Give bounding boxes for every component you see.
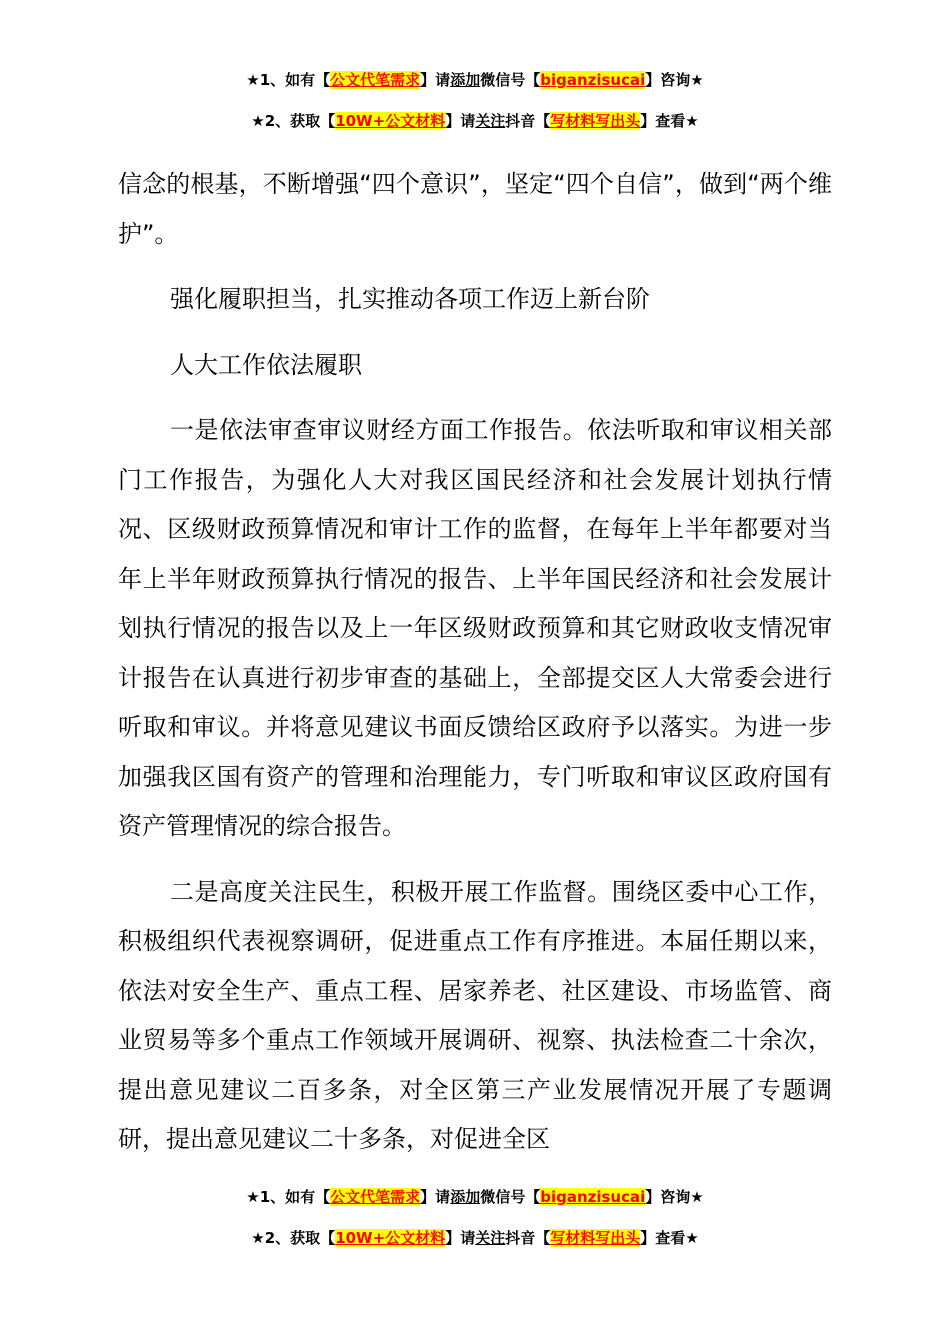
paragraph-livelihood-supervision: 二是高度关注民生，积极开展工作监督。围绕区委中心工作，积极组织代表视察调研，促进重点工作有序推进。本届任期以来，依法对安全生产、重点工程、居家养老、社区建设、市场监管、商业贸易等多个重点工作领域开展调研、视察、执法检查二十余次，提出意见建议二百多条，对全区第三产业发展情况开展了专题调研，提出意见建议二十多条，对促进全区 — [118, 877, 832, 1153]
banner-text: ★1、如有【 — [246, 1188, 331, 1206]
banner-text: ★1、如有【 — [246, 71, 331, 89]
banner-highlight-douyin-id: 写材料写出头 — [550, 112, 641, 130]
banner-highlight-wechat-id: biganzisucai — [540, 1188, 646, 1206]
subsection-heading: 人大工作依法履职 — [170, 350, 362, 379]
section-heading: 强化履职担当，扎实推动各项工作迈上新台阶 — [170, 285, 650, 313]
banner-text: 抖音【 — [505, 1229, 551, 1247]
banner-text: 】请 — [445, 1229, 476, 1247]
banner-text: 】请 — [420, 71, 451, 89]
banner-text: 】咨询★ — [645, 71, 704, 89]
footer-banner-line-1 — [0, 1187, 950, 1207]
banner-highlight-douyin-id: 写材料写出头 — [550, 1229, 641, 1247]
banner-text: 】请 — [420, 1188, 451, 1206]
document-body — [118, 160, 832, 1165]
footer-banner-line-2 — [0, 1228, 950, 1248]
banner-highlight-materials: 10W+公文材料 — [335, 112, 446, 130]
banner-highlight-materials: 10W+公文材料 — [335, 1229, 446, 1247]
paragraph-financial-review: 一是依法审查审议财经方面工作报告。依法听取和审议相关部门工作报告，为强化人大对我区国民经济和社会发展计划执行情况、区级财政预算情况和审计工作的监督，在每年上半年都要对当年上半年财政预算执行情况的报告、上半年国民经济和社会发展计划执行情况的报告以及上一年区级财政预算和其它财政收支情况审计报告在认真进行初步审查的基础上，全部提交区人大常委会进行听取和审议。并将意见建议书面反馈给区政府予以落实。为进一步加强我区国有资产的管理和治理能力，专门听取和审议区政府国有资产管理情况的综合报告。 — [118, 416, 832, 840]
banner-text: 微信号【 — [480, 71, 541, 89]
banner-text: 】查看★ — [640, 112, 699, 130]
banner-text: 】请 — [445, 112, 476, 130]
banner-text: 抖音【 — [505, 112, 551, 130]
banner-underlined-word: 关注 — [475, 112, 506, 130]
paragraph-continuation: 信念的根基，不断增强“四个意识”，坚定“四个自信”，做到“两个维护”。 — [118, 170, 832, 248]
banner-underlined-word: 添加 — [450, 71, 481, 89]
banner-text: 】查看★ — [640, 1229, 699, 1247]
banner-underlined-word: 关注 — [475, 1229, 506, 1247]
banner-underlined-word: 添加 — [450, 1188, 481, 1206]
banner-text: 微信号【 — [480, 1188, 541, 1206]
header-banner-line-1 — [0, 70, 950, 90]
header-banner-line-2 — [0, 111, 950, 131]
banner-text: ★2、获取【 — [251, 112, 336, 130]
banner-text: ★2、获取【 — [251, 1229, 336, 1247]
banner-text: 】咨询★ — [645, 1188, 704, 1206]
banner-highlight-service: 公文代笔需求 — [330, 71, 421, 89]
banner-highlight-wechat-id: biganzisucai — [540, 71, 646, 89]
banner-highlight-service: 公文代笔需求 — [330, 1188, 421, 1206]
